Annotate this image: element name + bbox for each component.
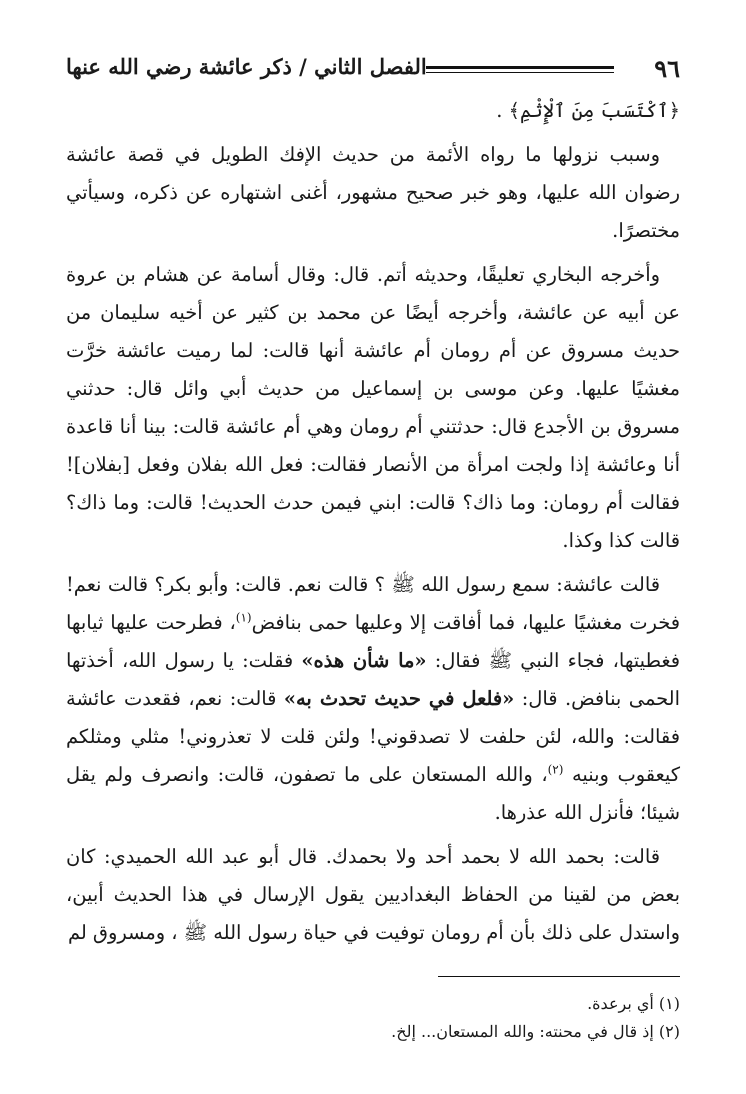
main-text (66, 92, 680, 952)
paragraph-1: وسبب نزولها ما رواه الأئمة من حديث الإفك الطويل في قصة عائشة رضوان الله عليها، وهو خبر صحيح مشهور، أغنى اشتهاره عن ذكره، وسيأتي مختصرًا. (66, 143, 680, 242)
paragraph-2: وأخرجه البخاري تعليقًا، وحديثه أتم. قال: وقال أسامة عن هشام بن عروة عن أبيه عن عائشة، وأخرجه أيضًا عن محمد بن كثير عن أخيه سليمان من حديث مسروق عن أم رومان أم عائشة أنها قالت: لما رميت عائشة خرَّت مغشيًا عليها. وعن موسى بن إسماعيل من حديث أبي وائل قال: حدثني مسروق بن الأجدع قال: حدثتني أم رومان وهي أم عائشة قالت: بينا أنا قاعدة أنا وعائشة إذا ولجت امرأة من الأنصار فقالت: فعل الله بفلان وفعل [بفلان]! فقالت أم رومان: وما ذاك؟ قالت: ابني فيمن حدث الحديث! قالت: وما ذاك؟ قالت كذا وكذا. (66, 263, 680, 552)
paragraph-quran-verse: ﴿ٱكْتَسَبَ مِنَ ٱلْإِثْمِ﴾ . (496, 99, 680, 122)
footnotes (66, 990, 680, 1046)
paragraph-3-text-e: ، والله المستعان على ما تصفون، قالت: وانصرف ولم يقل شيئا؛ فأنزل الله عذرها. (66, 763, 680, 824)
header-rule (426, 66, 614, 69)
hadith-quote-1: «ما شأن هذه» (301, 649, 427, 672)
paragraph-3-text-d: قالت: نعم، فقعدت عائشة فقالت: والله، لئن حلفت لا تصدقوني! ولئن قلت لا تعذروني! مثلي ومثلكم كيعقوب وبنيه (66, 687, 680, 786)
footnote-ref-1[interactable]: (١) (235, 610, 252, 625)
footnote-separator (438, 976, 680, 977)
hadith-quote-2: «فلعل في حديث تحدث به» (283, 687, 515, 710)
paragraph-3 (66, 566, 680, 832)
page-header (66, 52, 680, 88)
paragraph-3-text-a: قالت عائشة: سمع رسول الله ﷺ ؟ قالت نعم. قالت: وأبو بكر؟ قالت نعم! فخرت مغشيًا عليها، فما أفاقت إلا وعليها حمى بنافض (66, 573, 680, 634)
paragraph-4: قالت: بحمد الله لا بحمد أحد ولا بحمدك. قال أبو عبد الله الحميدي: كان بعض من لقينا من الحفاظ البغداديين يقول الإرسال في هذا الحديث أبين، واستدل على ذلك بأن أم رومان توفيت في حياة رسول الله ﷺ ، ومسروق لم (66, 845, 680, 944)
footnote-2: (٢) إذ قال في محنته: والله المستعان... إلخ. (391, 1022, 680, 1041)
running-title: الفصل الثاني / ذكر عائشة رضي الله عنها (66, 54, 427, 79)
footnote-1: (١) أي برعدة. (587, 994, 680, 1013)
paragraph-3-text-c: فقلت: يا رسول الله، أخذتها الحمى بنافض. قال: (66, 649, 680, 710)
paragraph-3-text-b: ، فطرحت عليها ثيابها فغطيتها، فجاء النبي ﷺ فقال: (66, 611, 680, 672)
footnote-ref-2[interactable]: (٢) (547, 762, 564, 777)
page-number: ٩٦ (654, 54, 680, 83)
